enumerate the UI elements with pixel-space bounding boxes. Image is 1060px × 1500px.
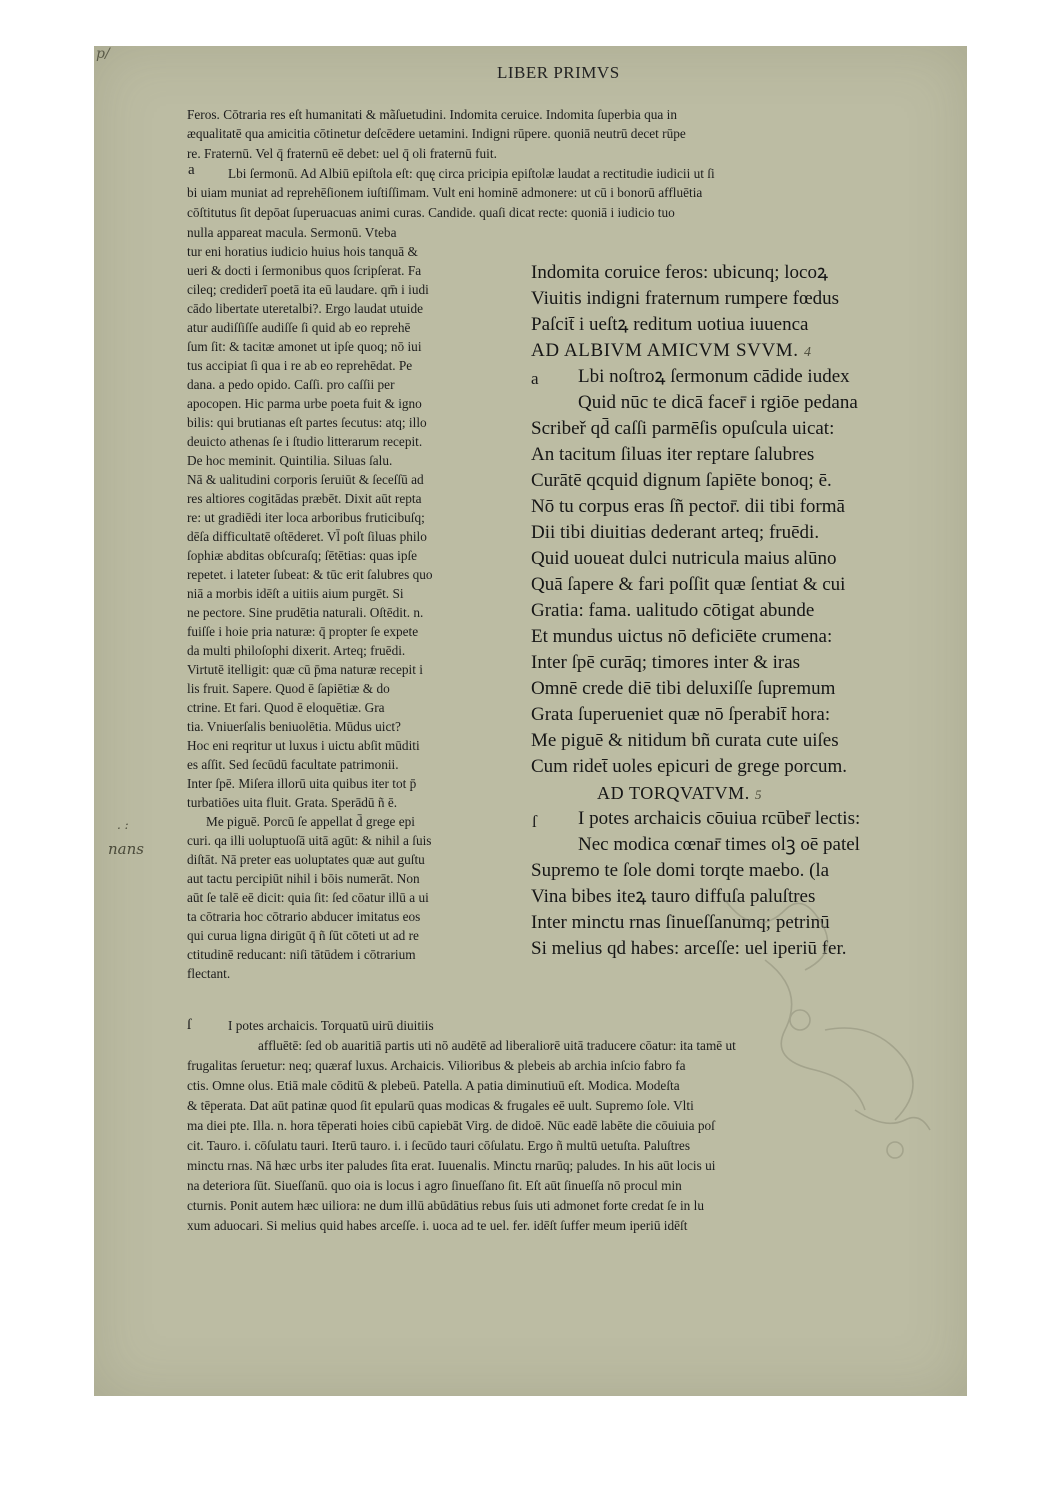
commentary-line: minctu rnas. Nā hæc urbs iter paludes ſita erat. Iuuenalis. Minctu rnarūq; paludes. In his aūt locis ui: [187, 1158, 716, 1173]
verse-line: Viuitis indigni fraternum rumpere fœdus: [531, 288, 840, 309]
verse-line: Vina bibes iteꝝ tauro diffuſa paluſtres: [531, 886, 816, 907]
commentary-line: flectant.: [187, 966, 231, 981]
commentary-line: niā a morbis idēſt a uitiis aium purgēt. Si: [187, 586, 404, 601]
verse-line: I potes archaicis cōuiua rcūber̄ lectis:: [578, 808, 861, 829]
commentary-line: apocopen. Hic parma urbe poeta fuit & igno: [187, 396, 422, 411]
verse-line: Lbi noſtroꝝ ſermonum cādide iudex: [578, 366, 850, 387]
poem-title-text: AD ALBIVM AMICVM SVVM.: [531, 340, 799, 361]
commentary-line: cit. Tauro. i. cōſulatu tauri. Iterū tauro. i. i ſecūdo tauri cōſulatu. Ergo ñ multū uetuſta. Paluſtres: [187, 1138, 690, 1153]
initial-letter: a: [188, 162, 195, 178]
commentary-line: diſtāt. Nā preter eas uoluptates quæ aut guſtu: [187, 852, 425, 867]
commentary-line: lis fruit. Sapere. Quod ē ſapiētiæ & do: [187, 681, 390, 696]
commentary-line: Hoc eni reqritur ut luxus i uictu abſit mūditi: [187, 738, 420, 753]
commentary-line: Nā & ualitudini corporis ſeruiūt & ſeceſſū ad: [187, 472, 424, 487]
verse-line: Scribeř qd̄ caſſi parmēſis opuſcula uicat:: [531, 418, 835, 439]
commentary-line: De hoc meminit. Quintilia. Siluas ſalu.: [187, 453, 393, 468]
commentary-line: cturnis. Ponit autem hæc uiliora: ne dum illū abūdātius rebus ſuis uti admonet forte credat ſe in lu: [187, 1198, 704, 1213]
verse-line: Paſcit̄ i ueſtꝝ reditum uotiua iuuenca: [531, 314, 809, 335]
commentary-line: bi uiam muniat ad reprehēſionem iuſtiſſimam. Vult eni hominē admonere: ut cū i bonorū affluētia: [187, 185, 703, 200]
initial-letter: a: [531, 369, 539, 388]
verse-line: An tacitum ſiluas iter reptare ſalubres: [531, 444, 815, 465]
commentary-line: xum aduocari. Si melius quid habes arceſſe. i. uoca ad te uel. fer. idēſt ſuffer meum iperiū idēſt: [187, 1218, 688, 1233]
initial-letter: ſ: [532, 812, 537, 831]
verse-line: Indomita coruice feros: ubicunq; locoꝝ: [531, 262, 828, 283]
commentary-line: ſum ſit: & tacitæ amonet ut ipſe quoq; nō iui: [187, 339, 422, 354]
poem-title: [597, 782, 762, 806]
commentary-line: ta cōtraria hoc cōtrario abducer imitatus eos: [187, 909, 421, 924]
commentary-line: ueri & docti i ſermonibus quos ſcripſerat. Fa: [187, 263, 422, 278]
commentary-line: bilis: qui brutianas eſt partes ſecutus: atq; illo: [187, 415, 427, 430]
commentary-line: es aſſit. Sed ſecūdū facultate patrimonii.: [187, 757, 399, 772]
verse-line: Inter minctu rnas ſinueſſanumq; petrinū: [531, 912, 830, 933]
verse-line: Dii tibi diuitias dederant arteq; fruēdi.: [531, 522, 820, 543]
commentary-line: tur eni horatius iudicio huius hois tanquā &: [187, 244, 418, 259]
commentary-line: atur audiſſiſſe audiſſe ſi quid ab eo reprehē: [187, 320, 411, 335]
commentary-line: affluētē: ſed ob auaritiā partis uti nō audētē ad liberaliorē uitā traducere cōatur: ita tamē ut: [258, 1038, 736, 1053]
commentary-line: ne pectore. Sine prudētia naturali. Oſtēdit. n.: [187, 605, 424, 620]
commentary-line: Me piguē. Porcū ſe appellat d̄ grege epi: [206, 814, 415, 829]
commentary-line: ctis. Omne olus. Etiā male cōditū & plebeū. Patella. A patia diminutiuū eſt. Modica. Modeſta: [187, 1078, 680, 1093]
verse-line: Cum ridet̄ uoles epicuri de grege porcum.: [531, 756, 848, 777]
running-title: LIBER PRIMVS: [497, 63, 620, 82]
verse-line: Nec modica cœnar̄ times olꝫ oē patel: [578, 834, 860, 855]
verse-line: Et mundus uictus nō deficiēte crumena:: [531, 626, 833, 647]
verse-line: Omnē crede diē tibi deluxiſſe ſupremum: [531, 678, 836, 699]
verse-line: Curātē qcquid dignum ſapiēte bonoq; ē.: [531, 470, 832, 491]
verse-line: Inter ſpē curāq; timores inter & iras: [531, 652, 801, 673]
margin-note: nans: [108, 840, 144, 858]
commentary-line: Inter ſpē. Miſera illorū uita quibus iter tot p̄: [187, 776, 417, 791]
commentary-line: qui curua ligna dirigūt q̄ ñ ſūt cōteti ut ad re: [187, 928, 419, 943]
commentary-line: ſophiæ abditas obſcuraſq; ſētētias: quas ipſe: [187, 548, 418, 563]
commentary-line: cileq; crediderī poetā ita eū laudare. qm̄ i iudi: [187, 282, 429, 297]
commentary-line: I potes archaicis. Torquatū uirū diuitiis: [228, 1018, 434, 1033]
commentary-line: na deteriora ſūt. Siueſſanū. quo oia is locus i agro ſinueſſano ſit. Eſt aūt ſinueſſa nō procul min: [187, 1178, 682, 1193]
verse-line: Grata ſuperueniet quæ nō ſperabit̄ hora:: [531, 704, 831, 725]
commentary-line: repetet. i lateter ſubeat: & tūc erit ſalubres quo: [187, 567, 433, 582]
commentary-line: dēſa difficultatē oſtēderet. Vl̄ poſt ſiluas philo: [187, 529, 427, 544]
commentary-line: curi. qa illi uoluptuoſā uitā agūt: & nihil a ſuis: [187, 833, 432, 848]
commentary-line: frugalitas ſeruetur: neq; quæraf luxus. Archaicis. Vilioribus & plebeis ab archia inſcio fabro fa: [187, 1058, 686, 1073]
commentary-line: fuiſſe i hoie pria naturæ: q̄ propter ſe expete: [187, 624, 419, 639]
verse-line: Quid nūc te dicā facer̄ i rgiōe pedana: [578, 392, 858, 413]
verse-line: Si melius qd habes: arceſſe: uel iperiū fer.: [531, 938, 847, 959]
commentary-line: ctrine. Et fari. Quod ē eloquētiæ. Gra: [187, 700, 385, 715]
verse-line: Quid uoueat dulci nutricula maius alūno: [531, 548, 837, 569]
commentary-line: re. Fraternū. Vel q̄ fraternū eē debet: uel q̄ oli fraternū fuit.: [187, 146, 497, 161]
commentary-line: & tēperata. Dat aūt patinæ quod ſit epularū quas modicas & frugales eē uult. Supremo ſole. Vlti: [187, 1098, 694, 1113]
commentary-line: æqualitatē qua amicitia cōtinetur deſcēdere uetamini. Indigni rūpere. quoniā neutrū decet rūpe: [187, 126, 686, 141]
commentary-line: dana. a pedo opido. Caſſi. pro caſſii per: [187, 377, 395, 392]
commentary-line: nulla appareat macula. Sermonū. Vteba: [187, 225, 397, 240]
initial-letter: ſ: [187, 1017, 192, 1033]
commentary-line: Virtutē itelligit: quæ cū p̄ma naturæ recepit i: [187, 662, 423, 677]
commentary-line: tia. Vniuerſalis beniuolētia. Mūdus uict?: [187, 719, 401, 734]
verse-line: Quā ſapere & fari poſſit quæ ſentiat & cui: [531, 574, 846, 595]
corner-pencil-mark: p/: [96, 46, 110, 62]
poem-title: [531, 340, 812, 364]
verse-line: Gratia: fama. ualitudo cōtigat abunde: [531, 600, 815, 621]
commentary-line: da multi philoſophi dixerit. Arteq; fruēdi.: [187, 643, 406, 658]
commentary-line: aūt ſe talē eē dicit: quia ſit: ſed cōatur illū a ui: [187, 890, 429, 905]
verse-line: Supremo te ſole domi torqte maebo. (la: [531, 860, 830, 881]
commentary-line: deuicto athenas ſe i ſtudio litterarum recepit.: [187, 434, 423, 449]
commentary-line: cādo libertate uteretalbi?. Ergo laudat utuide: [187, 301, 424, 316]
commentary-line: Lbi ſermonū. Ad Albiū epiſtola eſt: quę circa pricipia epiſtolæ laudat a rectitudie iudicii ut ſi: [228, 166, 715, 181]
commentary-line: aut tactu percipiūt nihil i bōis numerāt. Non: [187, 871, 420, 886]
commentary-line: res altiores cogitādas præbēt. Dixit aūt repta: [187, 491, 422, 506]
commentary-line: cōſtitutus ſit depōat ſuperuacuas animi curas. Candide. quaſi dicat recte: quoniā i iudicio tuo: [187, 205, 675, 220]
commentary-line: tus accipiat ſi qua i re ab eo reprehēdat. Pe: [187, 358, 413, 373]
commentary-line: ctitudinē reducant: niſi tātūdem i cōtrarium: [187, 947, 416, 962]
commentary-line: ma diei pte. Illa. n. hora tēperati hoies cibū capiebāt Virg. de didoē. Nūc eadē labēte die cōuiuia poſ: [187, 1118, 715, 1133]
pencil-note: 4: [803, 345, 812, 360]
commentary-line: re: ut gradiēdi iter loca arboribus fruticibuſq;: [187, 510, 425, 525]
commentary-line: Feros. Cōtraria res eſt humanitati & mãſuetudini. Indomita ceruice. Indomita ſuperbia qua in: [187, 107, 677, 122]
margin-dots: . :: [117, 818, 129, 832]
verse-line: Nō tu corpus eras ſñ pector̄. dii tibi formā: [531, 496, 845, 517]
commentary-line: turbatiōes uita fluit. Grata. Sperādū ñ ē.: [187, 795, 398, 810]
verse-line: Me piguē & nitidum bñ curata cute uiſes: [531, 730, 839, 751]
poem-title-text: AD TORQVATVM.: [597, 783, 750, 803]
pencil-note: 5: [754, 787, 763, 802]
